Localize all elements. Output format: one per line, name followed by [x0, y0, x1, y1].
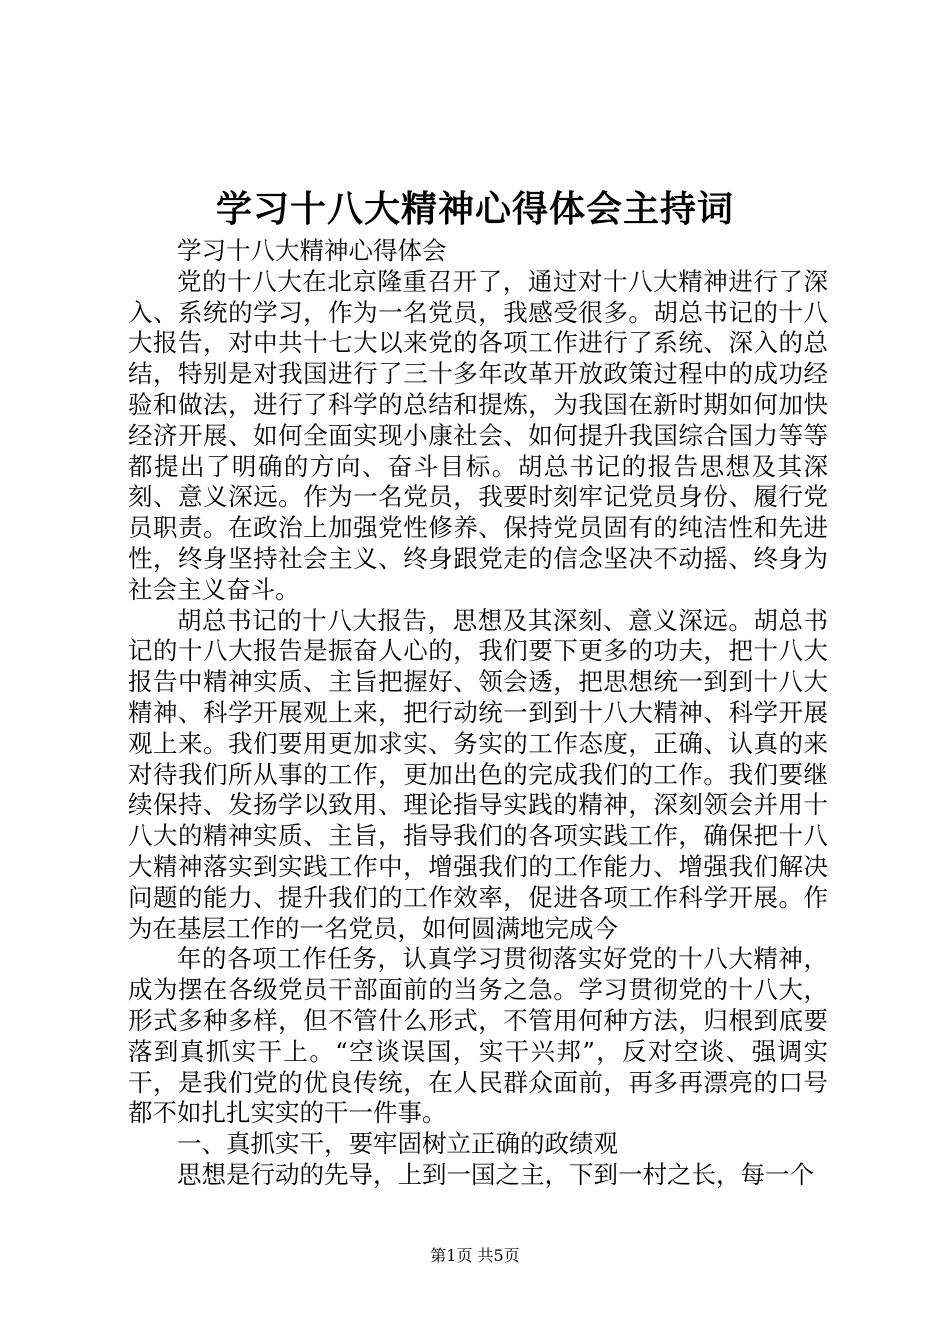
paragraph-subtitle: 学习十八大精神心得体会: [177, 236, 447, 265]
paragraph: 党的十八大在北京隆重召开了，通过对十八大精神进行了深入、系统的学习，作为一名党员，我感受很多。胡总书记的十八大报告，对中共十七大以来党的各项工作进行了系统、深入的总结，特别是对我国进行了三十多年改革开放政策过程中的成功经验和做法，进行了科学的总结和提炼，为我国在新时期如何加快经济开展、如何全面实现小康社会、如何提升我国综合国力等等都提出了明确的方向、奋斗目标。胡总书记的报告思想及其深刻、意义深远。作为一名党员，我要时刻牢记党员身份、履行党员职责。在政治上加强党性修养、保持党员固有的纯洁性和先进性，终身坚持社会主义、终身跟党走的信念坚决不动摇、终身为社会主义奋斗。: [128, 266, 828, 604]
paragraph: 年的各项工作任务，认真学习贯彻落实好党的十八大精神，成为摆在各级党员干部面前的当务之急。学习贯彻党的十八大，形式多种多样，但不管什么形式，不管用何种方法，归根到底要落到真抓实干上。“空谈误国，实干兴邦”，反对空谈、强调实干，是我们党的优良传统，在人民群众面前，再多再漂亮的口号都不如扎扎实实的干一件事。: [128, 944, 828, 1128]
document-title: 学习十八大精神心得体会主持词: [215, 188, 734, 230]
paragraph: 胡总书记的十八大报告，思想及其深刻、意义深远。胡总书记的十八大报告是振奋人心的，我们要下更多的功夫，把十八大报告中精神实质、主旨把握好、领会透，把思想统一到到十八大精神、科学开展观上来，把行动统一到到十八大精神、科学开展观上来。我们要用更加求实、务实的工作态度，正确、认真的来对待我们所从事的工作，更加出色的完成我们的工作。我们要继续保持、发扬学以致用、理论指导实践的精神，深刻领会并用十八大的精神实质、主旨，指导我们的各项实践工作，确保把十八大精神落实到实践工作中，增强我们的工作能力、增强我们解决问题的能力、提升我们的工作效率，促进各项工作科学开展。作为在基层工作的一名党员，如何圆满地完成今: [128, 605, 828, 943]
paragraph: 思想是行动的先导，上到一国之主，下到一村之长，每一个: [177, 1159, 814, 1189]
page-number-footer: 第1页 共5页: [430, 1246, 520, 1265]
document-body: [128, 236, 828, 1191]
section-heading: 一、真抓实干，要牢固树立正确的政绩观: [177, 1129, 618, 1159]
